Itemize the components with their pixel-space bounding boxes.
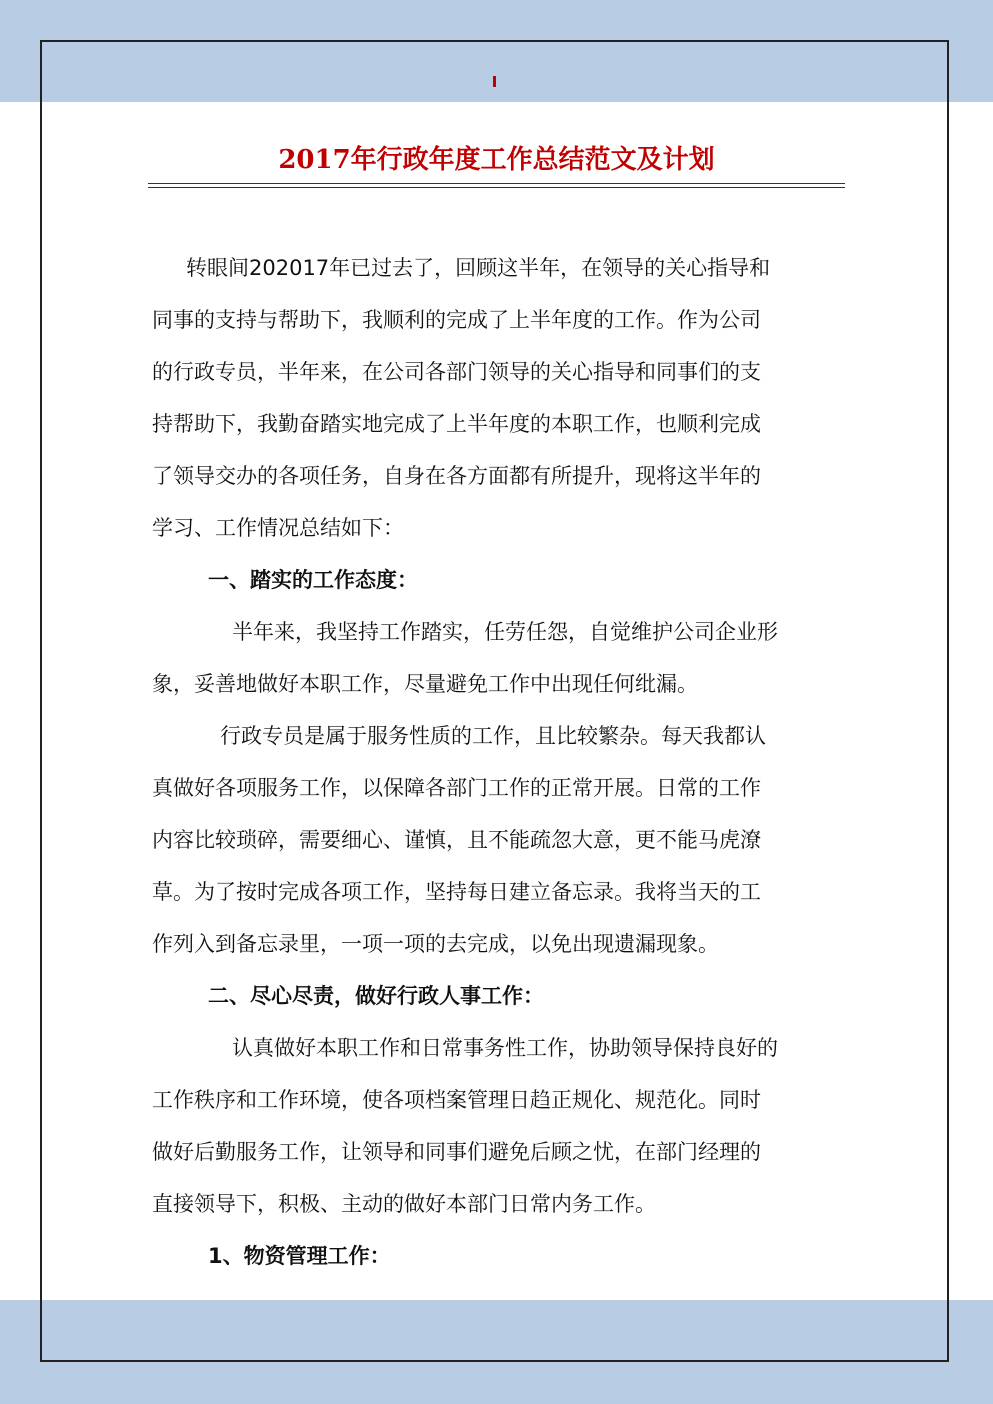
body-line-12: 内容比较琐碎，需要细心、谨慎，且不能疏忽大意，更不能马虎潦 [152, 828, 761, 852]
body-line-14: 作列入到备忘录里，一项一项的去完成，以免出现遗漏现象。 [152, 932, 719, 956]
body-line-19: 直接领导下，积极、主动的做好本部门日常内务工作。 [152, 1192, 656, 1216]
body-line-1: 转眼间202017年已过去了，回顾这半年，在领导的关心指导和 [186, 256, 771, 280]
subsection-heading-1: 1、物资管理工作： [208, 1244, 391, 1268]
body-line-3: 的行政专员，半年来，在公司各部门领导的关心指导和同事们的支 [152, 360, 761, 384]
title-underline-top [148, 183, 845, 184]
header-mark [493, 76, 496, 87]
body-line-10: 行政专员是属于服务性质的工作，且比较繁杂。每天我都认 [220, 724, 766, 748]
body-line-11: 真做好各项服务工作，以保障各部门工作的正常开展。日常的工作 [152, 776, 761, 800]
body-line-17: 工作秩序和工作环境，使各项档案管理日趋正规化、规范化。同时 [152, 1088, 761, 1112]
body-line-16: 认真做好本职工作和日常事务性工作，协助领导保持良好的 [232, 1036, 778, 1060]
title-underline-bottom [148, 187, 845, 188]
body-line-9: 象，妥善地做好本职工作，尽量避免工作中出现任何纰漏。 [152, 672, 698, 696]
document-title: 2017年行政年度工作总结范文及计划 [278, 145, 715, 175]
body-line-13: 草。为了按时完成各项工作，坚持每日建立备忘录。我将当天的工 [152, 880, 761, 904]
body-line-8: 半年来，我坚持工作踏实，任劳任怨，自觉维护公司企业形 [232, 620, 778, 644]
section-heading-2: 二、尽心尽责，做好行政人事工作： [208, 984, 544, 1008]
body-line-2: 同事的支持与帮助下，我顺利的完成了上半年度的工作。作为公司 [152, 308, 761, 332]
body-line-18: 做好后勤服务工作，让领导和同事们避免后顾之忧，在部门经理的 [152, 1140, 761, 1164]
section-heading-1: 一、踏实的工作态度： [208, 568, 418, 592]
body-line-5: 了领导交办的各项任务，自身在各方面都有所提升，现将这半年的 [152, 464, 761, 488]
body-line-4: 持帮助下，我勤奋踏实地完成了上半年度的本职工作，也顺利完成 [152, 412, 761, 436]
body-line-6: 学习、工作情况总结如下： [152, 516, 404, 540]
